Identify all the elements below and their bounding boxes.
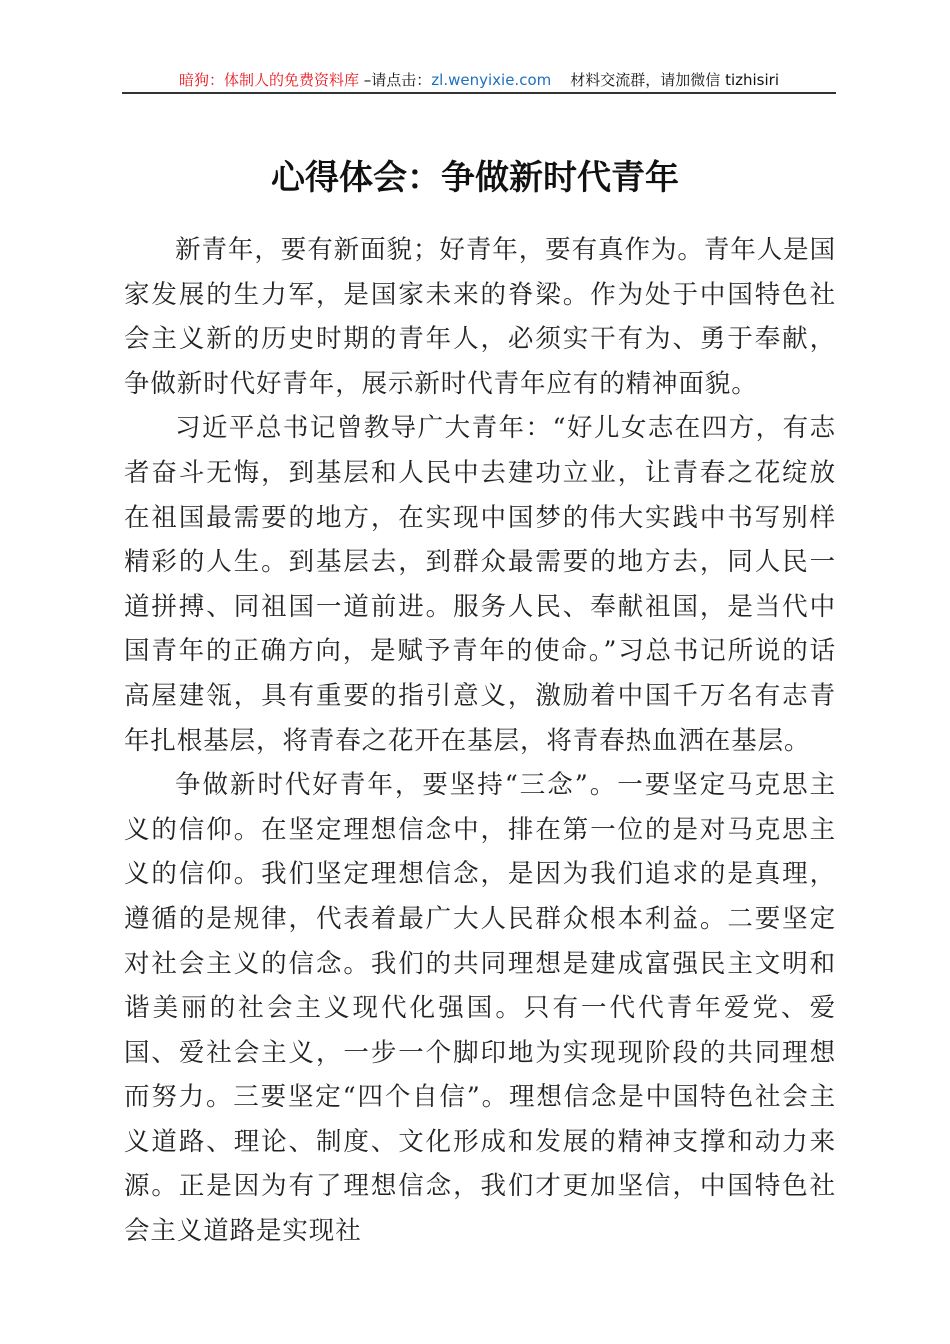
paragraph: 习近平总书记曾教导广大青年：“好儿女志在四方，有志者奋斗无悔，到基层和人民中去建功立业，让青春之花绽放在祖国最需要的地方，在实现中国梦的伟大实践中书写别样精彩的人生。到基层去，到群众最需要的地方去，同人民一道拼搏、同祖国一道前进。服务人民、奉献祖国，是当代中国青年的正确方向，是赋予青年的使命。”习总书记所说的话高屋建瓴，具有重要的指引意义，激励着中国千万名有志青年扎根基层，将青春之花开在基层，将青春热血洒在基层。	[124, 413, 836, 756]
paragraph: 争做新时代好青年，要坚持“三念”。一要坚定马克思主义的信仰。在坚定理想信念中，排在第一位的是对马克思主义的信仰。我们坚定理想信念，是因为我们追求的是真理，遵循的是规律，代表着最广大人民群众根本利益。二要坚定对社会主义的信念。我们的共同理想是建成富强民主文明和谐美丽的社会主义现代化强国。只有一代代青年爱党、爱国、爱社会主义，一步一个脚印地为实现现阶段的共同理想而努力。三要坚定“四个自信”。理想信念是中国特色社会主义道路、理论、制度、文化形成和发展的精神支撑和动力来源。正是因为有了理想信念，我们才更加坚信，中国特色社会主义道路是实现社	[124, 770, 836, 1247]
page-header	[122, 70, 836, 94]
header-promo-text: 暗狗：体制人的免费资料库	[179, 71, 360, 89]
document-title: 心得体会：争做新时代青年	[271, 158, 679, 198]
paragraph: 新青年，要有新面貌；好青年，要有真作为。青年人是国家发展的生力军，是国家未来的脊梁。作为处于中国特色社会主义新的历史时期的青年人，必须实干有为、勇于奉献，争做新时代好青年，展示新时代青年应有的精神面貌。	[124, 235, 836, 399]
header-link[interactable]: zl.wenyixie.com	[431, 71, 552, 89]
document-body	[124, 228, 836, 1254]
header-click-text: –请点击：	[359, 71, 432, 89]
header-group-text: 材料交流群，请加微信 tizhisiri	[551, 71, 779, 89]
